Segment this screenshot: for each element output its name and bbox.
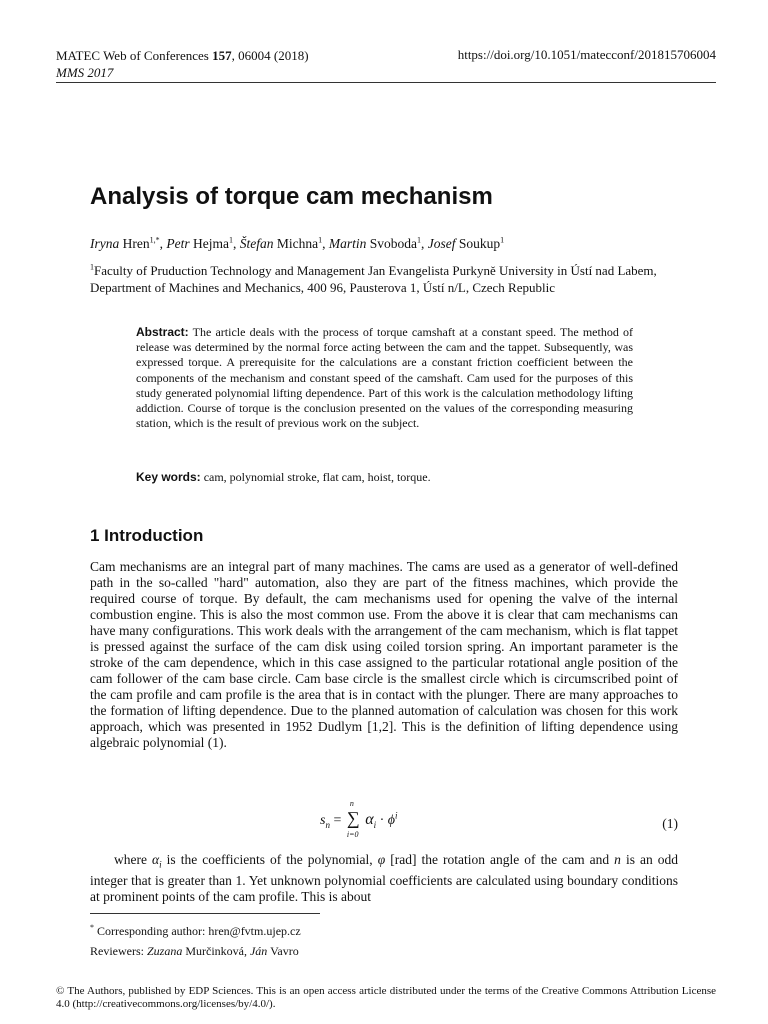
reviewer-last-name: Murčinková (182, 944, 244, 958)
license-notice: © The Authors, published by EDP Sciences. This is an open access article distributed under the terms of the Creative Commons Attribution License 4.0 (http://creativecommons.org/licenses/by/4.0/). (56, 985, 716, 1010)
conference-name: MMS 2017 (56, 65, 114, 80)
doi-link[interactable]: https://doi.org/10.1051/matecconf/201815706004 (457, 47, 716, 62)
reviewers-note (90, 941, 301, 961)
keywords-text: cam, polynomial stroke, flat cam, hoist, torque. (203, 470, 431, 484)
equation-coefficient: α (365, 811, 374, 828)
summation-upper-limit: n (349, 799, 354, 808)
equation-dot: · (379, 813, 385, 828)
reviewer-first-name: Ján (249, 944, 268, 958)
author-first-name: Iryna (90, 236, 120, 251)
article-number: , 06004 (2018) (231, 48, 309, 63)
equation-angle: ϕ (387, 813, 396, 828)
keywords (136, 470, 633, 485)
text-where: where (114, 852, 153, 867)
author-affiliation-mark: 1 (500, 235, 505, 245)
summation-symbol: ∑ n i=0 (346, 799, 360, 839)
author-last-name: Svoboda (369, 236, 418, 251)
author-affiliation-mark: 1 (417, 235, 422, 245)
equation-exponent: i (395, 810, 398, 821)
author-last-name: Soukup (458, 236, 501, 251)
abstract-label: Abstract: (136, 325, 189, 339)
introduction-paragraph: Cam mechanisms are an integral part of many machines. The cams are used as a generator of well-defined path in the so-called "hard" automation, also they are part of the fitness machines, which provide the required course of torque. By default, the cam mechanisms used for opening the valve of the internal combustion engine. This is also the most common use. From the above it is clear that cam mechanisms can have many configurations. This work deals with the arrangement of the cam mechanism, which is flat tappet is pressed against the surface of the cam disk using coiled torsion spring. An important parameter is the stroke of the cam dependence, which in this case assigned to the particular rotational angle position of the cam follower of the cam base circle. Cam base circle is the smallest circle which is circumscribed point of the cam profile and cam profile is the area that is in contact with the plunger. There are many approaches to the formation of lifting dependence. Due to the planned automation of calculation was chosen for this work approach, which was presented in 1952 Dudlym [1,2]. This is the definition of lifting dependence using algebraic polynomial (1). (90, 559, 678, 750)
author-first-name: Josef (427, 236, 456, 251)
affiliation-mark: 1 (90, 262, 94, 272)
keywords-label: Key words: (136, 470, 201, 484)
equation-1 (320, 799, 398, 839)
symbol-alpha-subscript: i (159, 859, 162, 870)
author-affiliation-mark: 1 (318, 235, 323, 245)
symbol-phi: φ (377, 852, 386, 867)
footnote-divider (90, 913, 320, 914)
reviewer-first-name: Zuzana (146, 944, 183, 958)
affiliation-text: Faculty of Pruduction Technology and Management Jan Evangelista Purkyně University in Ústí nad Labem, Department of Machines and Mechanics, 400 96, Pausterova 1, Ústí n/L, Czech Republic (90, 263, 657, 295)
text-part: [rad] the rotation angle of the cam and (385, 852, 615, 867)
symbol-alpha: α (152, 852, 160, 867)
journal-name: MATEC Web of Conferences (56, 48, 209, 63)
footnotes (90, 921, 301, 961)
affiliation (90, 262, 680, 296)
symbol-n: n (614, 852, 621, 867)
author-affiliation-mark: 1,* (149, 235, 160, 245)
author-list: Iryna Hren$^{1,*}$, Petr Hejma$^1$, Štefan Michna$^1$, Martin Svoboda$^1$, Josef Soukup$^1$ (90, 235, 505, 251)
journal-citation (56, 47, 309, 64)
author-first-name: Petr (166, 236, 190, 251)
author-first-name: Štefan (239, 236, 274, 251)
equation-lhs: s (320, 813, 326, 828)
reviewers-label: Reviewers: (90, 944, 147, 958)
equation-number: (1) (662, 816, 678, 831)
summation-lower-limit: i=0 (346, 830, 359, 839)
abstract (136, 325, 633, 431)
journal-volume: 157 (212, 48, 232, 63)
author-last-name: Hren (122, 236, 150, 251)
abstract-text: The article deals with the process of torque camshaft at a constant speed. The method of release was determined by the normal force acting between the cam and the tappet. Subsequently, was expressed torque. A prerequisite for the calculations are a constant friction coefficient between the components of the mechanism and constant speed of the camshaft. Cam used for the purposes of this study generated polynomial lifting dependence. Part of this work is the calculation methodology lifting addiction. Course of torque is the conclusion presented on the values of the corresponding measuring station, which is the result of previous work on the subject. (136, 325, 633, 431)
author-affiliation-mark: 1 (229, 235, 233, 245)
running-header-left (56, 47, 309, 81)
footnote-mark: * (90, 923, 94, 932)
reviewer-last-name: Vavro (267, 944, 299, 958)
equation-coefficient-subscript: i (373, 819, 377, 830)
author-last-name: Michna (276, 236, 319, 251)
reviewer-separator: , (243, 944, 250, 958)
equation-lhs-subscript: n (325, 819, 330, 830)
corresponding-author-note (90, 921, 301, 941)
author-first-name: Martin (328, 236, 367, 251)
text-part: is an odd integer that is greater than 1. Yet unknown polynomial coefficients are calculated using boundary conditions at prominent points of the cam profile. This is about (90, 852, 679, 904)
post-equation-paragraph (90, 852, 678, 905)
equation-equals: = (333, 813, 342, 828)
corresponding-author-text: Corresponding author: hren@fvtm.ujep.cz (94, 924, 301, 938)
text-part: is the coefficients of the polynomial, (161, 852, 378, 867)
section-heading: 1 Introduction (90, 526, 204, 545)
header-divider (56, 82, 716, 83)
paper-title: Analysis of torque cam mechanism (90, 183, 493, 210)
author-last-name: Hejma (193, 236, 229, 251)
